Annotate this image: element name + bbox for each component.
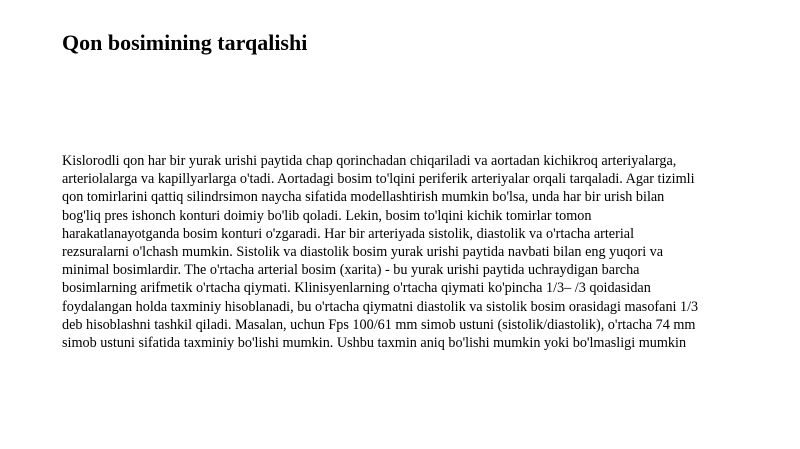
body-line: arteriolalarga va kapillyarlarga o'tadi. Aortadagi bosim to'lqini periferik arteriyalar orqali tarqaladi. Agar tizimli [62,171,695,188]
body-line: deb hisoblashni tashkil qiladi. Masalan, uchun Fps 100/61 mm simob ustuni (sistolik/diastolik), o'rtacha 74 mm [62,316,696,333]
body-line: bosimlarning arifmetik o'rtacha qiymati. Klinisyenlarning o'rtacha qiymati ko'pincha 1/3– /3 qoidasidan [62,280,651,297]
slide-body-text [62,152,752,352]
slide-title: Qon bosimining tarqalishi [62,30,308,55]
body-line: qon tomirlarini qattiq silindrsimon naycha sifatida modellashtirish mumkin bo'lsa, unda har bir urish bilan [62,189,665,206]
body-line: harakatlanayotganda bosim konturi o'zgaradi. Har bir arteriyada sistolik, diastolik va o'rtacha arterial [62,225,635,242]
body-line: rezsuralarni o'lchash mumkin. Sistolik va diastolik bosim yurak urishi paytida navbati bilan eng yuqori va [62,244,664,261]
body-line: simob ustuni sifatida taxminiy bo'lishi mumkin. Ushbu taxmin aniq bo'lishi mumkin yoki bo'lmasligi mumkin [62,335,687,352]
body-line: minimal bosimlardir. The o'rtacha arterial bosim (xarita) - bu yurak urishi paytida uchraydigan barcha [62,262,640,279]
body-line: foydalangan holda taxminiy hisoblanadi, bu o'rtacha qiymatni diastolik va sistolik bosim orasidagi masofani 1/3 [62,298,699,315]
body-line: Kislorodli qon har bir yurak urishi paytida chap qorinchadan chiqariladi va aortadan kichikroq arteriyalarga, [62,153,677,169]
body-line: bog'liq pres ishonch konturi doimiy bo'lib qoladi. Lekin, bosim to'lqini kichik tomirlar tomon [62,207,592,224]
